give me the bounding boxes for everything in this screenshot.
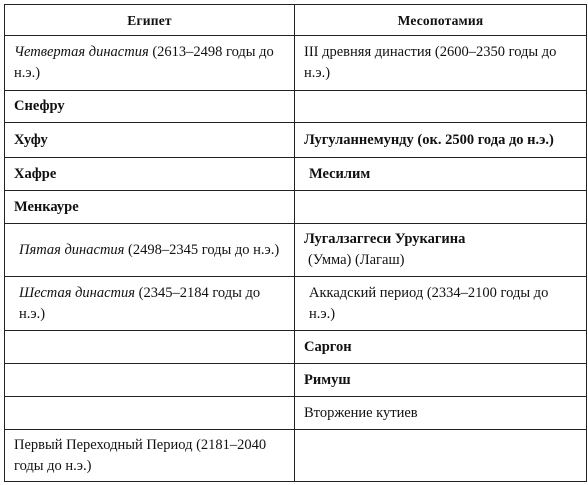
egypt-cell xyxy=(5,364,295,397)
egypt-cell xyxy=(5,277,295,331)
table-row xyxy=(5,364,587,397)
table-row xyxy=(5,36,587,91)
table-row xyxy=(5,277,587,331)
mesopotamia-cell: Вторжение кутиев xyxy=(295,397,587,430)
egypt-cell: Снефру xyxy=(5,91,295,123)
egypt-cell xyxy=(5,36,295,91)
dynasty-dates: (2498–2345 годы до н.э.) xyxy=(124,241,280,258)
table-row xyxy=(5,224,587,277)
chronology-table xyxy=(4,4,587,482)
table-row xyxy=(5,397,587,430)
ruler-names: Лугалзаггеси Урукагина xyxy=(304,231,466,247)
mesopotamia-cell: Лугуланнемунду (ок. 2500 года до н.э.) xyxy=(295,123,587,158)
table-row xyxy=(5,158,587,191)
mesopotamia-cell: Месилим xyxy=(295,158,587,191)
egypt-cell xyxy=(5,224,295,277)
mesopotamia-cell xyxy=(295,91,587,123)
mesopotamia-cell xyxy=(295,430,587,482)
mesopotamia-cell: III древняя династия (2600–2350 годы до н.э.) xyxy=(295,36,587,91)
mesopotamia-cell: Аккадский период (2334–2100 годы до н.э.) xyxy=(295,277,587,331)
egypt-cell: Хуфу xyxy=(5,123,295,158)
egypt-cell xyxy=(5,397,295,430)
egypt-cell: Первый Переходный Период (2181–2040 годы до н.э.) xyxy=(5,430,295,482)
egypt-cell: Хафре xyxy=(5,158,295,191)
mesopotamia-cell xyxy=(295,224,587,277)
table-row xyxy=(5,91,587,123)
egypt-cell xyxy=(5,331,295,364)
table-row xyxy=(5,430,587,482)
dynasty-dates: (2345–2184 годы до н.э.) xyxy=(19,284,261,322)
dynasty-name: Пятая династия xyxy=(19,241,125,258)
header-row xyxy=(5,5,587,36)
city-names: (Умма) (Лагаш) xyxy=(308,252,405,268)
egypt-cell: Менкауре xyxy=(5,191,295,224)
mesopotamia-cell: Саргон xyxy=(295,331,587,364)
table-row xyxy=(5,123,587,158)
header-mesopotamia: Месопотамия xyxy=(295,5,587,36)
table-row xyxy=(5,331,587,364)
table-row xyxy=(5,191,587,224)
mesopotamia-cell: Римуш xyxy=(295,364,587,397)
mesopotamia-cell xyxy=(295,191,587,224)
dynasty-name: Четвертая династия xyxy=(14,44,149,60)
dynasty-name: Шестая династия xyxy=(19,284,135,301)
header-egypt: Египет xyxy=(5,5,295,36)
dynasty-dates: (2613–2498 годы до н.э.) xyxy=(14,44,274,81)
